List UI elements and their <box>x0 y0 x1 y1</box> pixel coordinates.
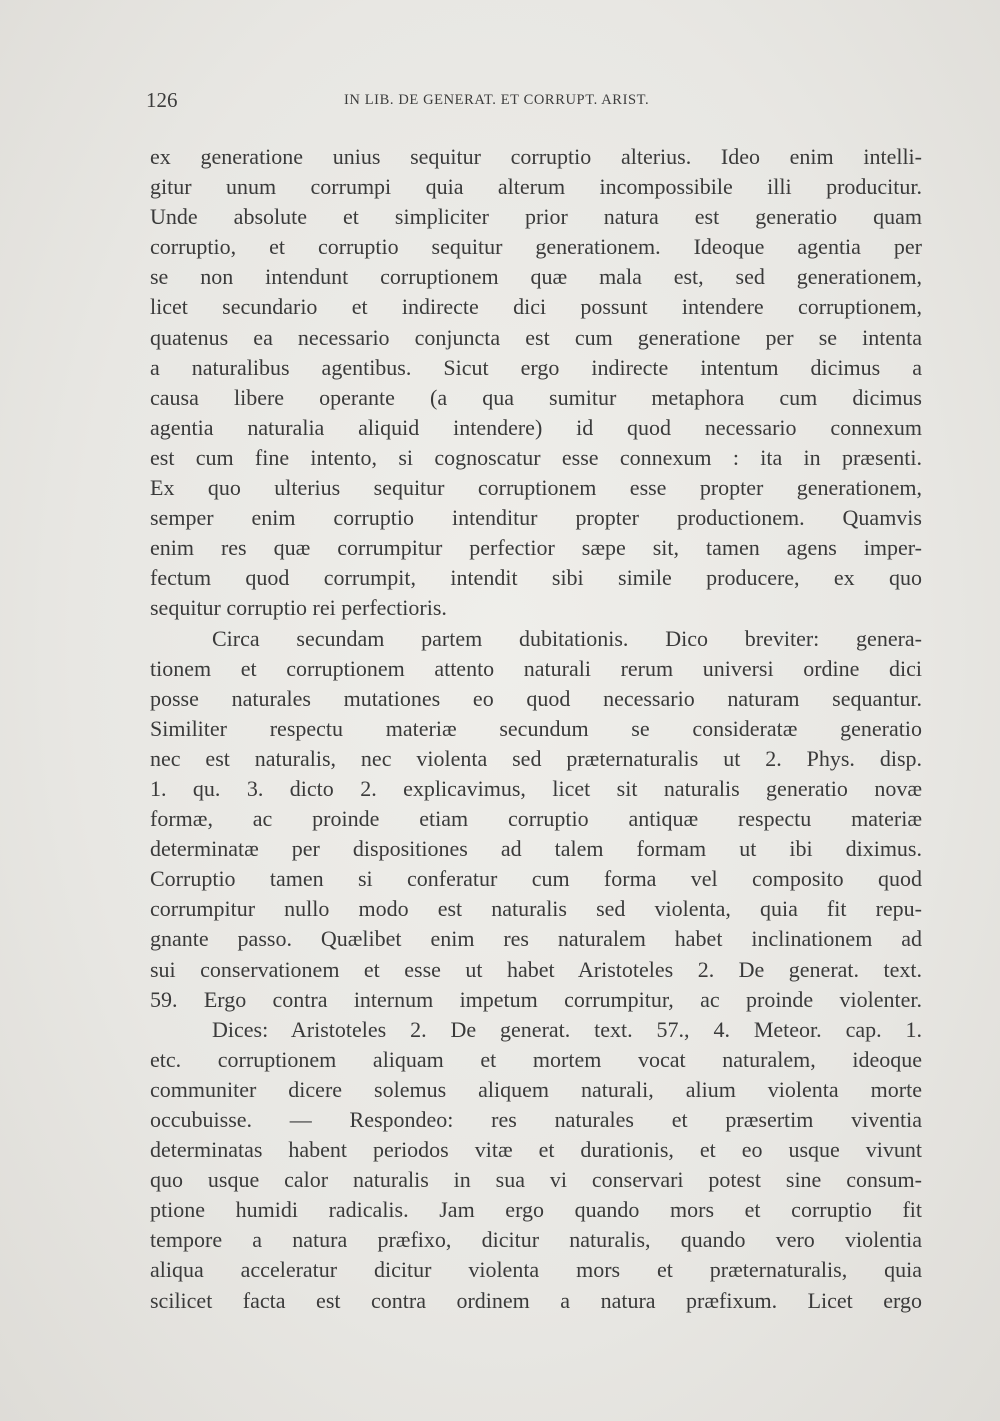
text-line: determinatæ per dispositiones ad talem formam ut ibi diximus. <box>150 836 922 862</box>
text-line: gitur unum corrumpi quia alterum incompossibile illi producitur. <box>150 174 922 200</box>
page-header <box>146 88 924 118</box>
text-line: tionem et corruptionem attento naturali rerum universi ordine dici <box>150 655 922 681</box>
paragraph-end-line: 59. Ergo contra internum impetum corrumpitur, ac proinde violenter. <box>150 986 922 1012</box>
text-line: licet secundario et indirecte dici possunt intendere corruptionem, <box>150 294 922 320</box>
text-line: nec est naturalis, nec violenta sed præternaturalis ut 2. Phys. disp. <box>150 745 922 771</box>
text-line: determinatas habent periodos vitæ et durationis, et eo usque vivunt <box>150 1137 922 1163</box>
text-line: fectum quod corrumpit, intendit sibi simile producere, ex quo <box>150 565 922 591</box>
paragraph-start-line: Dices: Aristoteles 2. De generat. text. 57., 4. Meteor. cap. 1. <box>212 1016 922 1042</box>
text-line: Similiter respectu materiæ secundum se consideratæ generatio <box>150 715 922 741</box>
text-line: ptione humidi radicalis. Jam ergo quando mors et corruptio fit <box>150 1197 922 1223</box>
page-number: 126 <box>146 88 178 112</box>
text-line: formæ, ac proinde etiam corruptio antiquæ respectu materiæ <box>150 806 922 832</box>
text-line: scilicet facta est contra ordinem a natura præfixum. Licet ergo <box>150 1287 922 1313</box>
text-line: semper enim corruptio intenditur propter productionem. Quamvis <box>150 505 922 531</box>
text-line: est cum fine intento, si cognoscatur esse connexum : ita in præsenti. <box>150 444 922 470</box>
text-line: corruptio, et corruptio sequitur generationem. Ideoque agentia per <box>150 234 922 260</box>
text-line: tempore a natura præfixo, dicitur naturalis, quando vero violentia <box>150 1227 922 1253</box>
body-text <box>150 142 922 1316</box>
text-line: gnante passo. Quælibet enim res naturalem habet inclinationem ad <box>150 926 922 952</box>
text-line: sui conservationem et esse ut habet Aristoteles 2. De generat. text. <box>150 956 922 982</box>
text-line: quatenus ea necessario conjuncta est cum generatione per se intenta <box>150 324 922 350</box>
text-line: se non intendunt corruptionem quæ mala est, sed generationem, <box>150 264 922 290</box>
text-line: Corruptio tamen si conferatur cum forma vel composito quod <box>150 866 922 892</box>
text-line: 1. qu. 3. dicto 2. explicavimus, licet sit naturalis generatio novæ <box>150 775 922 801</box>
paragraph-start-line: Circa secundam partem dubitationis. Dico breviter: genera- <box>212 625 922 651</box>
text-line: communiter dicere solemus aliquem naturali, alium violenta morte <box>150 1076 922 1102</box>
running-head: IN LIB. DE GENERAT. ET CORRUPT. ARIST. <box>344 92 650 108</box>
text-line: posse naturales mutationes eo quod necessario naturam sequantur. <box>150 685 922 711</box>
paragraph-end-line: sequitur corruptio rei perfectioris. <box>150 595 447 621</box>
text-line: agentia naturalia aliquid intendere) id quod necessario connexum <box>150 414 922 440</box>
text-line: Unde absolute et simpliciter prior natura est generatio quam <box>150 204 922 230</box>
text-line: aliqua acceleratur dicitur violenta mors et præternaturalis, quia <box>150 1257 922 1283</box>
text-line: ex generatione unius sequitur corruptio alterius. Ideo enim intelli- <box>150 144 922 169</box>
text-line: quo usque calor naturalis in sua vi conservari potest sine consum- <box>150 1167 922 1193</box>
text-line: causa libere operante (a qua sumitur metaphora cum dicimus <box>150 384 922 410</box>
text-line: Ex quo ulterius sequitur corruptionem esse propter generationem, <box>150 475 922 501</box>
text-line: etc. corruptionem aliquam et mortem vocat naturalem, ideoque <box>150 1046 922 1072</box>
text-line: occubuisse. — Respondeo: res naturales et præsertim viventia <box>150 1107 922 1132</box>
text-line: corrumpitur nullo modo est naturalis sed violenta, quia fit repu- <box>150 896 922 922</box>
text-line: a naturalibus agentibus. Sicut ergo indirecte intentum dicimus a <box>150 354 922 380</box>
text-line: enim res quæ corrumpitur perfectior sæpe sit, tamen agens imper- <box>150 535 922 561</box>
